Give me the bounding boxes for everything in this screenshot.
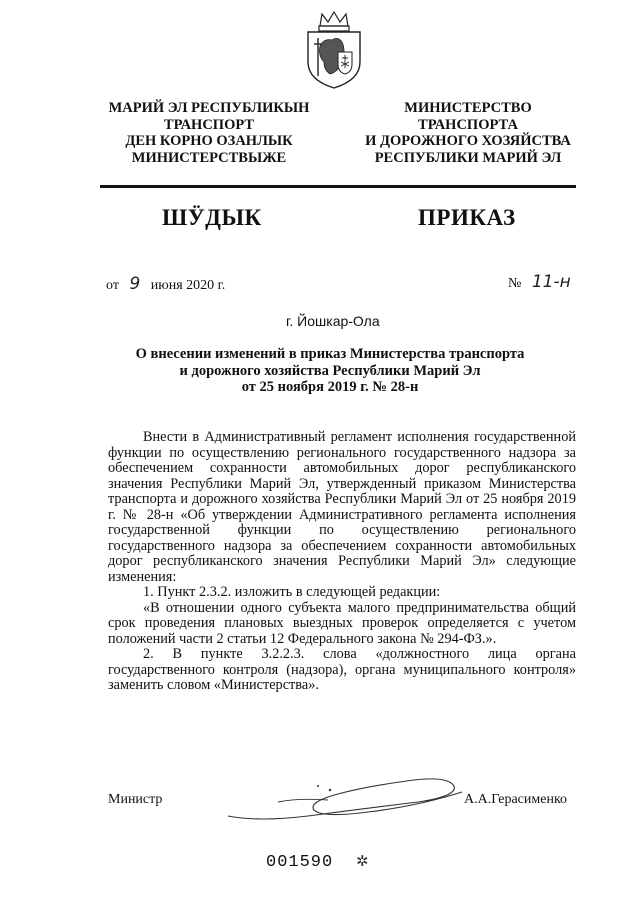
city: г. Йошкар-Ола [286,313,380,329]
header-mari-line: МАРИЙ ЭЛ РЕСПУБЛИКЫН [108,100,310,116]
order-title [110,346,550,396]
date-rest: июня 2020 г. [150,278,226,293]
header-russian-line: МИНИСТЕРСТВО [404,100,532,116]
date-day: 9 [129,274,141,294]
header-mari-line: МИНИСТЕРСТВЫЖЕ [131,149,287,166]
title-line: и дорожного хозяйства Республики Марий Эл [179,362,481,379]
order-date [106,274,225,294]
body-intro: Внести в Административный регламент исполнения государственной функции по осуществлению регионального государственного надзора за обеспечением сохранности автомобильных дорог республиканского значения Республики Марий Эл, утвержденный приказом Министерства транспорта и дорожного хозяйства Республики Марий Эл от 25 ноября 2019 г. № 28-н «Об утверждении Административного регламента исполнения государственной функции по осуществлению регионального государственного надзора за обеспечением сохранности автомобильных дорог республиканского значения Республики Марий Эл» следующие изменения: [108,429,576,585]
header-russian-line: РЕСПУБЛИКИ МАРИЙ ЭЛ [374,149,562,166]
handwritten-signature [218,772,468,828]
body-quote: «В отношении одного субъекта малого предпринимательства общий срок проведения плановых выездных проверок определяется с учетом положений части 2 статьи 12 Федерального закона № 294-ФЗ.». [108,599,576,647]
body-item-2: 2. В пункте 3.2.2.3. слова «должностного лица органа государственного контроля (надзора), органа муниципального контроля» заменить словом «Министерства». [108,646,576,693]
order-number [508,272,571,292]
coat-of-arms-icon [302,10,366,90]
header-mari [98,100,320,166]
serial-number: 001590 [266,853,334,872]
serial-mark-icon: ✲ [356,854,369,870]
number-value: 11-н [531,272,571,292]
header-divider [100,185,576,188]
header-russian [360,100,576,166]
title-line: от 25 ноября 2019 г. № 28-н [241,379,419,395]
header-russian-line: И ДОРОЖНОГО ХОЗЯЙСТВА [365,133,571,149]
number-prefix: № [508,276,522,291]
date-prefix: от [106,278,119,293]
body-item-1: 1. Пункт 2.3.2. изложить в следующей редакции: [143,584,441,600]
signatory-position: Министр [108,792,163,807]
header-mari-line: ТРАНСПОРТ [163,116,255,133]
header-mari-line: ДЕН КОРНО ОЗАНЛЫК [125,133,293,149]
doc-type-russian: ПРИКАЗ [418,205,516,230]
header-russian-line: ТРАНСПОРТА [418,116,518,133]
signatory-name: А.А.Герасименко [464,792,568,807]
order-body [108,430,576,694]
doc-type-mari: ШӰДЫК [162,205,262,230]
title-line: О внесении изменений в приказ Министерства транспорта [135,346,525,362]
